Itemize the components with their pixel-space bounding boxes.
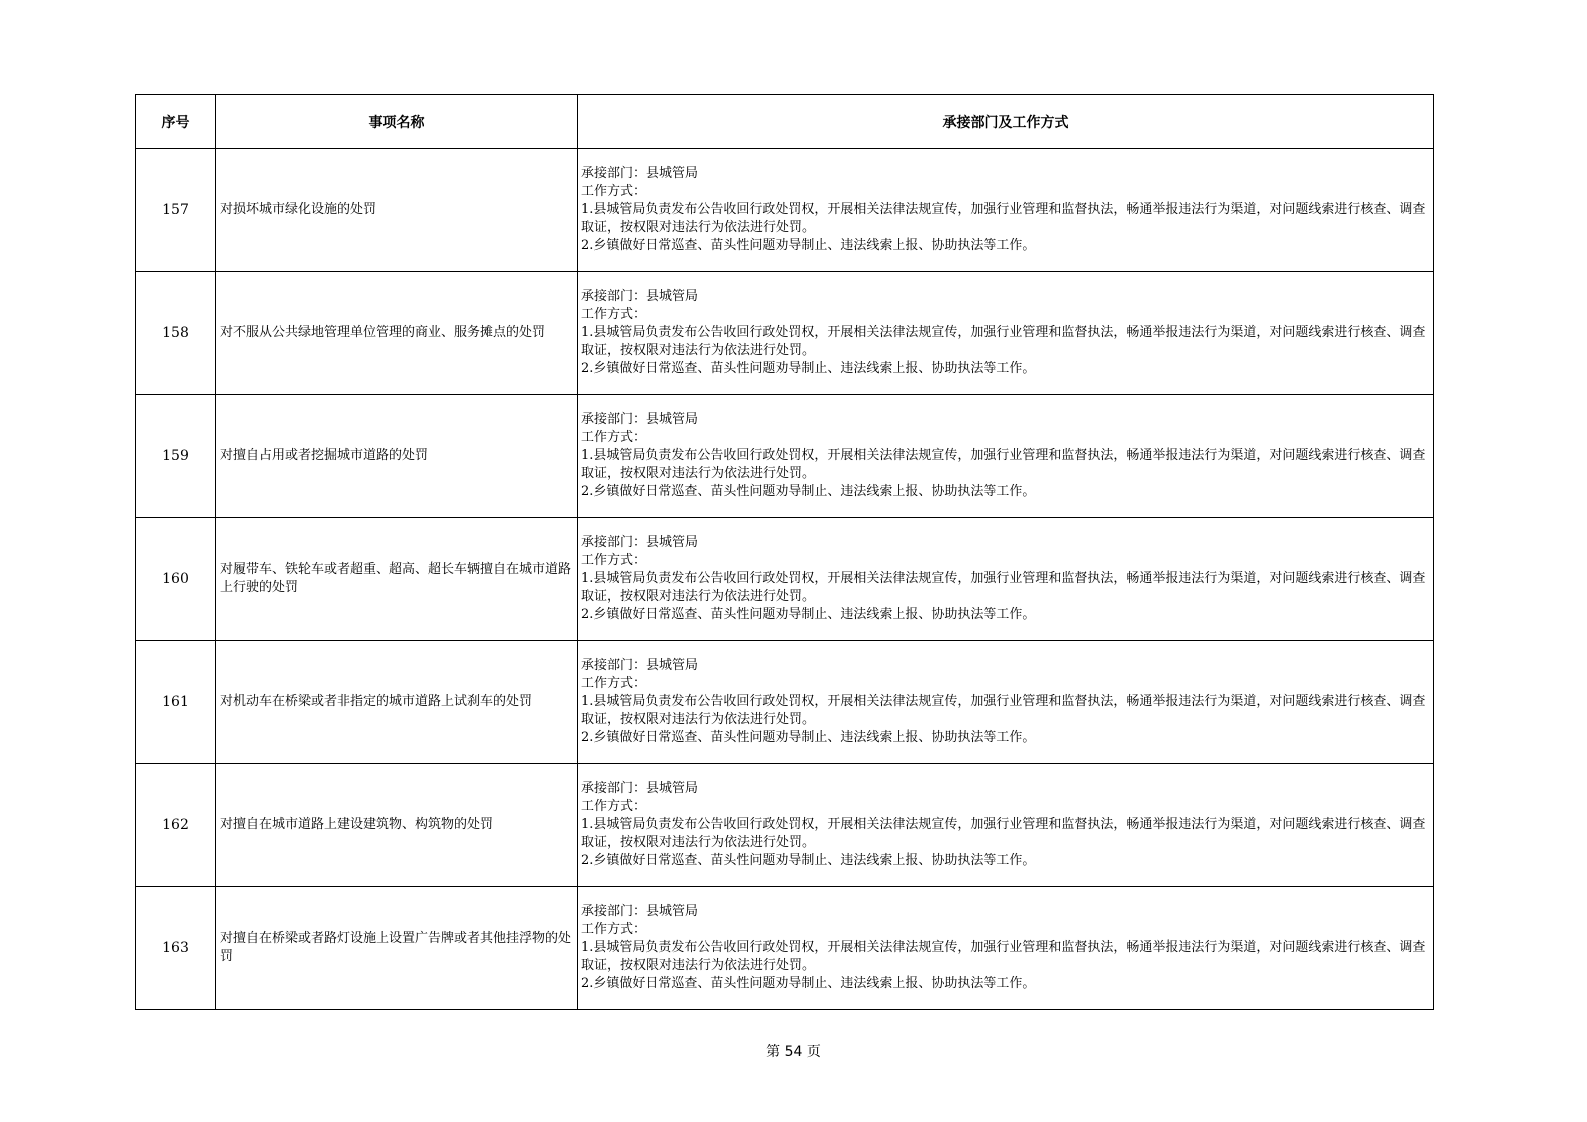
row-serial-number: 162: [136, 764, 216, 887]
row-department-method: [578, 395, 1434, 518]
dept-line-county-duty: 1.县城管局负责发布公告收回行政处罚权，开展相关法律法规宣传，加强行业管理和监督执法，畅通举报违法行为渠道，对问题线索进行核查、调查取证，按权限对违法行为依法进行处罚。: [581, 571, 1426, 604]
row-department-method: [578, 641, 1434, 764]
row-serial-number: 160: [136, 518, 216, 641]
table-row: [136, 518, 1434, 641]
header-row: [136, 95, 1434, 149]
row-item-name: 对擅自在桥梁或者路灯设施上设置广告牌或者其他挂浮物的处罚: [216, 887, 578, 1010]
row-item-name: 对损坏城市绿化设施的处罚: [216, 149, 578, 272]
dept-line-county-duty: 1.县城管局负责发布公告收回行政处罚权，开展相关法律法规宣传，加强行业管理和监督执法，畅通举报违法行为渠道，对问题线索进行核查、调查取证，按权限对违法行为依法进行处罚。: [581, 694, 1426, 727]
dept-line-township-duty: 2.乡镇做好日常巡查、苗头性问题劝导制止、违法线索上报、协助执法等工作。: [581, 607, 1036, 622]
row-department-method: [578, 518, 1434, 641]
row-department-method: [578, 764, 1434, 887]
dept-line-method-label: 工作方式：: [581, 676, 647, 691]
dept-line-county-duty: 1.县城管局负责发布公告收回行政处罚权，开展相关法律法规宣传，加强行业管理和监督执法，畅通举报违法行为渠道，对问题线索进行核查、调查取证，按权限对违法行为依法进行处罚。: [581, 325, 1426, 358]
row-item-name: 对擅自占用或者挖掘城市道路的处罚: [216, 395, 578, 518]
dept-line-department: 承接部门：县城管局: [581, 781, 699, 796]
table-row: [136, 272, 1434, 395]
dept-line-township-duty: 2.乡镇做好日常巡查、苗头性问题劝导制止、违法线索上报、协助执法等工作。: [581, 730, 1036, 745]
row-serial-number: 157: [136, 149, 216, 272]
header-serial-number: 序号: [136, 95, 216, 149]
dept-line-township-duty: 2.乡镇做好日常巡查、苗头性问题劝导制止、违法线索上报、协助执法等工作。: [581, 484, 1036, 499]
dept-line-method-label: 工作方式：: [581, 922, 647, 937]
dept-line-method-label: 工作方式：: [581, 430, 647, 445]
table-row: [136, 641, 1434, 764]
dept-line-county-duty: 1.县城管局负责发布公告收回行政处罚权，开展相关法律法规宣传，加强行业管理和监督执法，畅通举报违法行为渠道，对问题线索进行核查、调查取证，按权限对违法行为依法进行处罚。: [581, 940, 1426, 973]
dept-line-department: 承接部门：县城管局: [581, 166, 699, 181]
table-row: [136, 887, 1434, 1010]
header-item-name: 事项名称: [216, 95, 578, 149]
dept-line-department: 承接部门：县城管局: [581, 412, 699, 427]
dept-line-county-duty: 1.县城管局负责发布公告收回行政处罚权，开展相关法律法规宣传，加强行业管理和监督执法，畅通举报违法行为渠道，对问题线索进行核查、调查取证，按权限对违法行为依法进行处罚。: [581, 202, 1426, 235]
row-item-name: 对不服从公共绿地管理单位管理的商业、服务摊点的处罚: [216, 272, 578, 395]
table-body: [136, 149, 1434, 1010]
dept-line-township-duty: 2.乡镇做好日常巡查、苗头性问题劝导制止、违法线索上报、协助执法等工作。: [581, 238, 1036, 253]
row-serial-number: 158: [136, 272, 216, 395]
dept-line-township-duty: 2.乡镇做好日常巡查、苗头性问题劝导制止、违法线索上报、协助执法等工作。: [581, 976, 1036, 991]
header-department-and-method: 承接部门及工作方式: [578, 95, 1434, 149]
table-header: [136, 95, 1434, 149]
table-row: [136, 149, 1434, 272]
row-department-method: [578, 149, 1434, 272]
dept-line-county-duty: 1.县城管局负责发布公告收回行政处罚权，开展相关法律法规宣传，加强行业管理和监督执法，畅通举报违法行为渠道，对问题线索进行核查、调查取证，按权限对违法行为依法进行处罚。: [581, 817, 1426, 850]
dept-line-method-label: 工作方式：: [581, 184, 647, 199]
row-serial-number: 159: [136, 395, 216, 518]
dept-line-county-duty: 1.县城管局负责发布公告收回行政处罚权，开展相关法律法规宣传，加强行业管理和监督执法，畅通举报违法行为渠道，对问题线索进行核查、调查取证，按权限对违法行为依法进行处罚。: [581, 448, 1426, 481]
row-serial-number: 163: [136, 887, 216, 1010]
dept-line-township-duty: 2.乡镇做好日常巡查、苗头性问题劝导制止、违法线索上报、协助执法等工作。: [581, 361, 1036, 376]
dept-line-method-label: 工作方式：: [581, 553, 647, 568]
dept-line-method-label: 工作方式：: [581, 799, 647, 814]
dept-line-township-duty: 2.乡镇做好日常巡查、苗头性问题劝导制止、违法线索上报、协助执法等工作。: [581, 853, 1036, 868]
dept-line-department: 承接部门：县城管局: [581, 289, 699, 304]
matters-table: [135, 94, 1434, 1010]
dept-line-department: 承接部门：县城管局: [581, 535, 699, 550]
row-item-name: 对履带车、铁轮车或者超重、超高、超长车辆擅自在城市道路上行驶的处罚: [216, 518, 578, 641]
row-serial-number: 161: [136, 641, 216, 764]
dept-line-method-label: 工作方式：: [581, 307, 647, 322]
table-row: [136, 395, 1434, 518]
table-row: [136, 764, 1434, 887]
page-number: 第 54 页: [766, 1044, 821, 1060]
row-item-name: 对擅自在城市道路上建设建筑物、构筑物的处罚: [216, 764, 578, 887]
dept-line-department: 承接部门：县城管局: [581, 904, 699, 919]
dept-line-department: 承接部门：县城管局: [581, 658, 699, 673]
row-department-method: [578, 272, 1434, 395]
row-department-method: [578, 887, 1434, 1010]
row-item-name: 对机动车在桥梁或者非指定的城市道路上试刹车的处罚: [216, 641, 578, 764]
